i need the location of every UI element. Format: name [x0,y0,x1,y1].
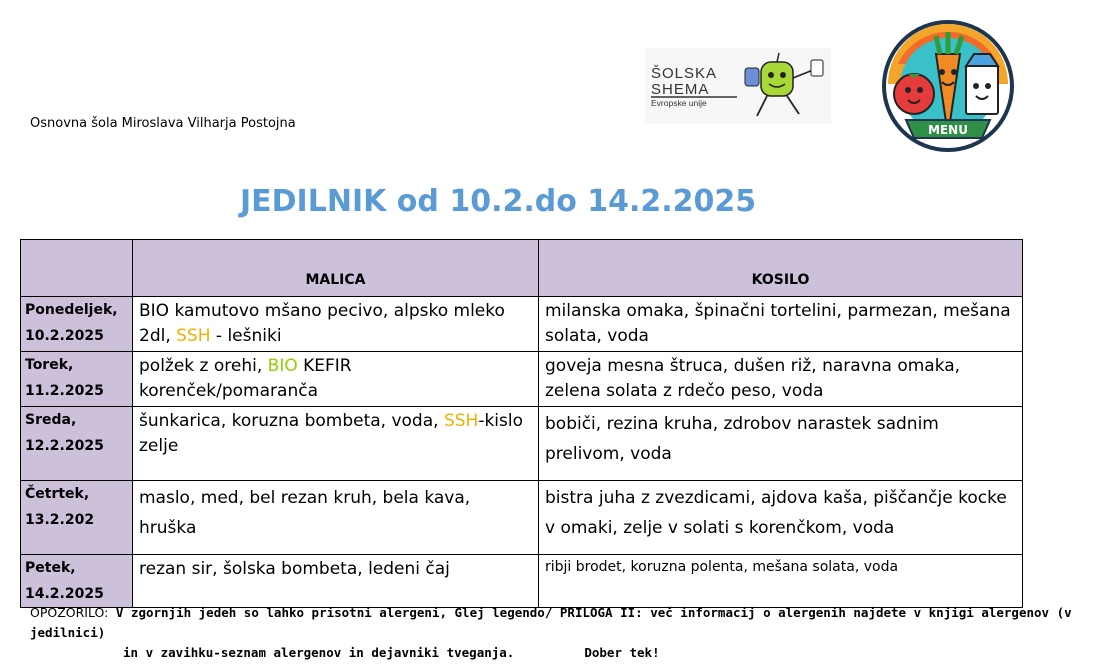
kosilo-cell: bistra juha z zvezdicami, ajdova kaša, piščančje kocke v omaki, zelje v solati s korenčkom, voda [539,481,1023,555]
table-row [21,481,1023,555]
warning-line1: V zgornjih jedeh so lahko prisotni alergeni, Glej legendo/ PRILOGA II: več informacij o alergenih najdete v knjigi alergenov (v jedilnici) [30,605,1072,640]
menu-logo [878,14,1019,156]
kosilo-cell: ribji brodet, koruzna polenta, mešana solata, voda [539,555,1023,608]
day-cell: Četrtek, 13.2.202 [21,481,133,555]
logo-schema-line1: ŠOLSKA [651,65,718,82]
table-row [21,297,1023,352]
day-cell: Ponedeljek, 10.2.2025 [21,297,133,352]
kosilo-cell: bobiči, rezina kruha, zdrobov narastek sadnim prelivom, voda [539,407,1023,481]
table-row [21,352,1023,407]
allergen-warning [30,603,1105,663]
kosilo-cell: milanska omaka, špinačni tortelini, parmezan, mešana solata, voda [539,297,1023,352]
logo-schema-line2: SHEMA [651,81,710,98]
tomato-icon [894,74,934,114]
closing-text: Dober tek! [584,645,660,660]
malica-cell: šunkarica, koruzna bombeta, voda, SSH-kislo zelje [133,407,539,481]
menu-table [20,239,1023,608]
malica-cell: rezan sir, šolska bombeta, ledeni čaj [133,555,539,608]
milk-carton-icon [966,54,998,114]
malica-cell: polžek z orehi, BIO KEFIR korenček/pomaranča [133,352,539,407]
school-name: Osnovna šola Miroslava Vilharja Postojna [30,116,296,131]
malica-cell: BIO kamutovo mšano pecivo, alpsko mleko 2dl, SSH - lešniki [133,297,539,352]
header-malica: MALICA [133,240,539,297]
day-cell: Sreda, 12.2.2025 [21,407,133,481]
logo-menu-text: MENU [928,123,968,137]
table-row [21,555,1023,608]
warning-label: OPOZORILO: [30,605,109,620]
warning-line2: in v zavihku-seznam alergenov in dejavniki tveganja. [123,645,515,660]
page-title: JEDILNIK od 10.2.do 14.2.2025 [240,184,757,219]
day-cell: Torek, 11.2.2025 [21,352,133,407]
school-scheme-logo [645,48,831,124]
table-row [21,407,1023,481]
header-kosilo: KOSILO [539,240,1023,297]
malica-cell: maslo, med, bel rezan kruh, bela kava, hruška [133,481,539,555]
logo-schema-line3: Evropske unije [651,98,707,108]
header-day-cell [21,240,133,297]
kosilo-cell: goveja mesna štruca, dušen riž, naravna omaka, zelena solata z rdečo peso, voda [539,352,1023,407]
day-cell: Petek, 14.2.2025 [21,555,133,608]
table-header-row [21,240,1023,297]
